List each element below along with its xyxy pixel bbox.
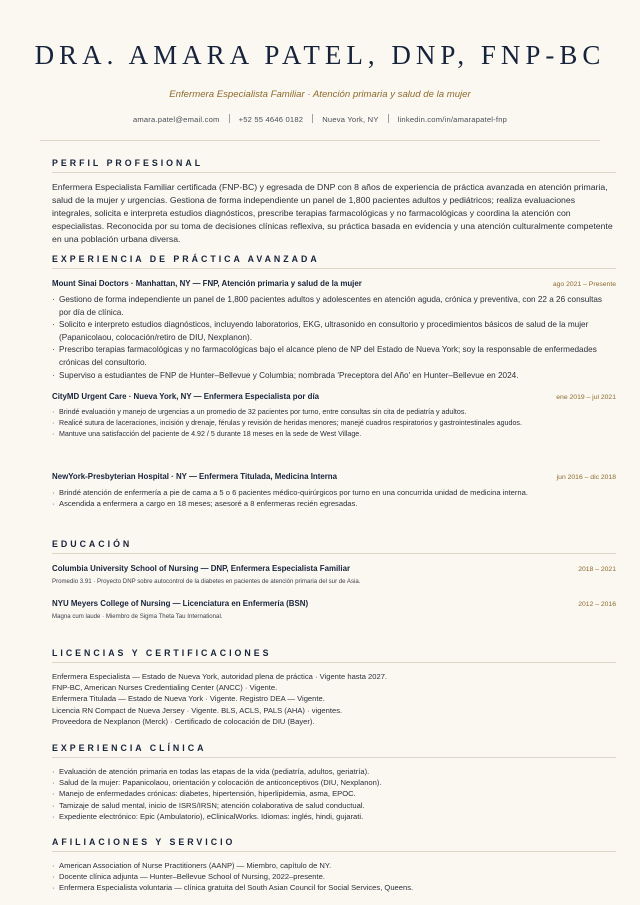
- list-item: · Brindé evaluación y manejo de urgencias a un promedio de 32 pacientes por turno, entre consultas sin cita de pediatría y adultos.: [52, 407, 616, 418]
- header-divider: [40, 140, 600, 141]
- contact-divider: [312, 114, 313, 123]
- list-item: · Realicé sutura de laceraciones, incisión y drenaje, férulas y revisión de heridas menores; manejé cuadros respiratorios y gastrointestinales agudos.: [52, 418, 616, 429]
- section-title: EDUCACIÓN: [52, 539, 616, 554]
- experience-role: [52, 472, 616, 509]
- section-experience: [52, 254, 616, 510]
- education-heading: NYU Meyers College of Nursing — Licenciatura en Enfermería (BSN): [52, 599, 309, 608]
- list-item: · Mantuve una satisfacción del paciente de 4.92 / 5 durante 18 meses en la sede de West Village.: [52, 429, 616, 440]
- contact-phone[interactable]: +52 55 4646 0182: [238, 115, 304, 124]
- role-heading: NewYork-Presbyterian Hospital · NY — Enfermera Titulada, Medicina Interna: [52, 472, 338, 482]
- contact-line: [0, 114, 640, 124]
- education-note: Promedio 3.91 · Proyecto DNP sobre autocontrol de la diabetes en pacientes de atención primaria del sur de Asia.: [52, 578, 361, 585]
- education-heading: Columbia University School of Nursing — DNP, Enfermera Especialista Familiar: [52, 564, 351, 573]
- list-item: · Prescribo terapias farmacológicas y no farmacológicas bajo el alcance pleno de NP del Estado de Nueva York; soy la responsable de enfermedades crónicas del consultorio.: [52, 344, 616, 369]
- contact-linkedin[interactable]: linkedin.com/in/amarapatel-fnp: [397, 115, 508, 124]
- role-date: ene 2019 – jul 2021: [556, 394, 616, 402]
- candidate-name: DRA. AMARA PATEL, DNP, FNP-BC: [34, 40, 606, 70]
- section-licenses: [52, 648, 616, 727]
- section-title: LICENCIAS Y CERTIFICACIONES: [52, 648, 616, 663]
- contact-divider: [388, 114, 389, 123]
- education-header: [52, 564, 616, 573]
- education-item: [52, 564, 616, 585]
- contact-location: Nueva York, NY: [322, 115, 379, 124]
- profile-summary: Enfermera Especialista Familiar certificada (FNP-BC) y egresada de DNP con 8 años de experiencia de práctica avanzada en atención primaria, salud de la mujer y urgencias. Gestiona de forma independiente un panel de 1,800 pacientes adultos y pediátricos; realiza evaluaciones integrales, solicita e interpreta estudios diagnósticos, prescribe terapias farmacológicas y no farmacológicas y coordina la atención con especialistas. Reconocida por su toma de decisiones clínicas reflexiva, su práctica basada en evidencia y una atención culturalmente competente en una población urbana diversa.: [52, 182, 613, 245]
- affiliation-bullets: [52, 860, 616, 894]
- license-line: FNP-BC, American Nurses Credentialing Center (ANCC) · Vigente.: [52, 683, 278, 693]
- list-item: · Enfermera Especialista voluntaria — clínica gratuita del South Asian Council for Social Services, Queens.: [52, 882, 616, 893]
- section-education: [52, 539, 616, 620]
- section-title: EXPERIENCIA CLÍNICA: [52, 743, 616, 758]
- license-line: Proveedora de Nexplanon (Merck) · Certificado de colocación de DIU (Bayer).: [52, 716, 315, 726]
- section-clinical: [52, 743, 616, 822]
- license-line: Enfermera Especialista — Estado de Nueva York, autoridad plena de práctica · Vigente hasta 2027.: [52, 672, 388, 681]
- list-item: · Evaluación de atención primaria en todas las etapas de la vida (pediatría, adultos, geriatría).: [52, 766, 616, 777]
- role-header: [52, 472, 616, 481]
- section-title: PERFIL PROFESIONAL: [52, 158, 616, 173]
- section-affiliations: [52, 837, 616, 894]
- role-bullets: [52, 487, 616, 509]
- contact-email[interactable]: amara.patel@email.com: [132, 115, 220, 124]
- role-date: ago 2021 – Presente: [552, 281, 616, 288]
- role-heading: Mount Sinai Doctors · Manhattan, NY — FNP, Atención primaria y salud de la mujer: [52, 279, 362, 288]
- section-profile: [52, 158, 616, 246]
- clinical-bullets: [52, 766, 616, 822]
- experience-role: [52, 279, 616, 382]
- license-line: Enfermera Titulada — Estado de Nueva York · Vigente. Registro DEA — Vigente.: [52, 694, 325, 704]
- education-header: [52, 599, 616, 608]
- list-item: · Brindé atención de enfermería a pie de cama a 5 o 6 pacientes médico-quirúrgicos por turno en una concurrida unidad de medicina interna.: [52, 487, 616, 498]
- education-note: Magna cum laude · Miembro de Sigma Theta Tau International.: [52, 613, 223, 620]
- license-list: [52, 671, 616, 727]
- contact-divider: [229, 114, 230, 123]
- tagline: Enfermera Especialista Familiar · Atención primaria y salud de la mujer: [169, 89, 471, 100]
- list-item: · Expediente electrónico: Epic (Ambulatorio), eClinicalWorks. Idiomas: inglés, hindi, gujarati.: [52, 811, 616, 822]
- list-item: · Docente clínica adjunta — Hunter–Bellevue School of Nursing, 2022–presente.: [52, 871, 616, 882]
- role-heading: CityMD Urgent Care · Nueva York, NY — Enfermera Especialista por día: [52, 392, 320, 402]
- role-header: [52, 392, 616, 401]
- education-date: 2018 – 2021: [578, 566, 616, 573]
- list-item: · Superviso a estudiantes de FNP de Hunter–Bellevue y Columbia; nombrada 'Preceptora del Año' en Hunter–Bellevue en 2024.: [52, 370, 616, 383]
- education-item: [52, 599, 616, 620]
- list-item: · Gestiono de forma independiente un panel de 1,800 pacientes adultos y adolescentes en atención aguda, crónica y preventiva, con 22 a 26 consultas por día de clínica.: [52, 294, 616, 319]
- role-date: jun 2016 – dic 2018: [556, 474, 616, 482]
- role-bullets: [52, 407, 616, 440]
- role-bullets: [52, 294, 616, 382]
- section-title: EXPERIENCIA DE PRÁCTICA AVANZADA: [52, 254, 616, 269]
- list-item: · Manejo de enfermedades crónicas: diabetes, hipertensión, hiperlipidemia, asma, EPOC.: [52, 788, 616, 799]
- role-header: [52, 279, 616, 288]
- license-line: Licencia RN Compact de Nueva Jersey · Vigente. BLS, ACLS, PALS (AHA) · vigentes.: [52, 705, 343, 715]
- experience-role: [52, 392, 616, 440]
- list-item: · Solicito e interpreto estudios diagnósticos, incluyendo laboratorios, EKG, ultrasonido en consultorio y procedimientos básicos de salud de la mujer (Papanicolaou, colocación/retiro de DIU, Nexplanon).: [52, 319, 616, 344]
- education-date: 2012 – 2016: [578, 601, 616, 608]
- list-item: · American Association of Nurse Practitioners (AANP) — Miembro, capítulo de NY.: [52, 860, 616, 871]
- list-item: · Tamizaje de salud mental, inicio de ISRS/IRSN; atención colaborativa de salud conductual.: [52, 800, 616, 811]
- list-item: · Salud de la mujer: Papanicolaou, orientación y colocación de anticonceptivos (DIU, Nexplanon).: [52, 777, 616, 788]
- section-title: AFILIACIONES Y SERVICIO: [52, 837, 616, 852]
- list-item: · Ascendida a enfermera a cargo en 18 meses; asesoré a 8 enfermeras recién egresadas.: [52, 498, 616, 509]
